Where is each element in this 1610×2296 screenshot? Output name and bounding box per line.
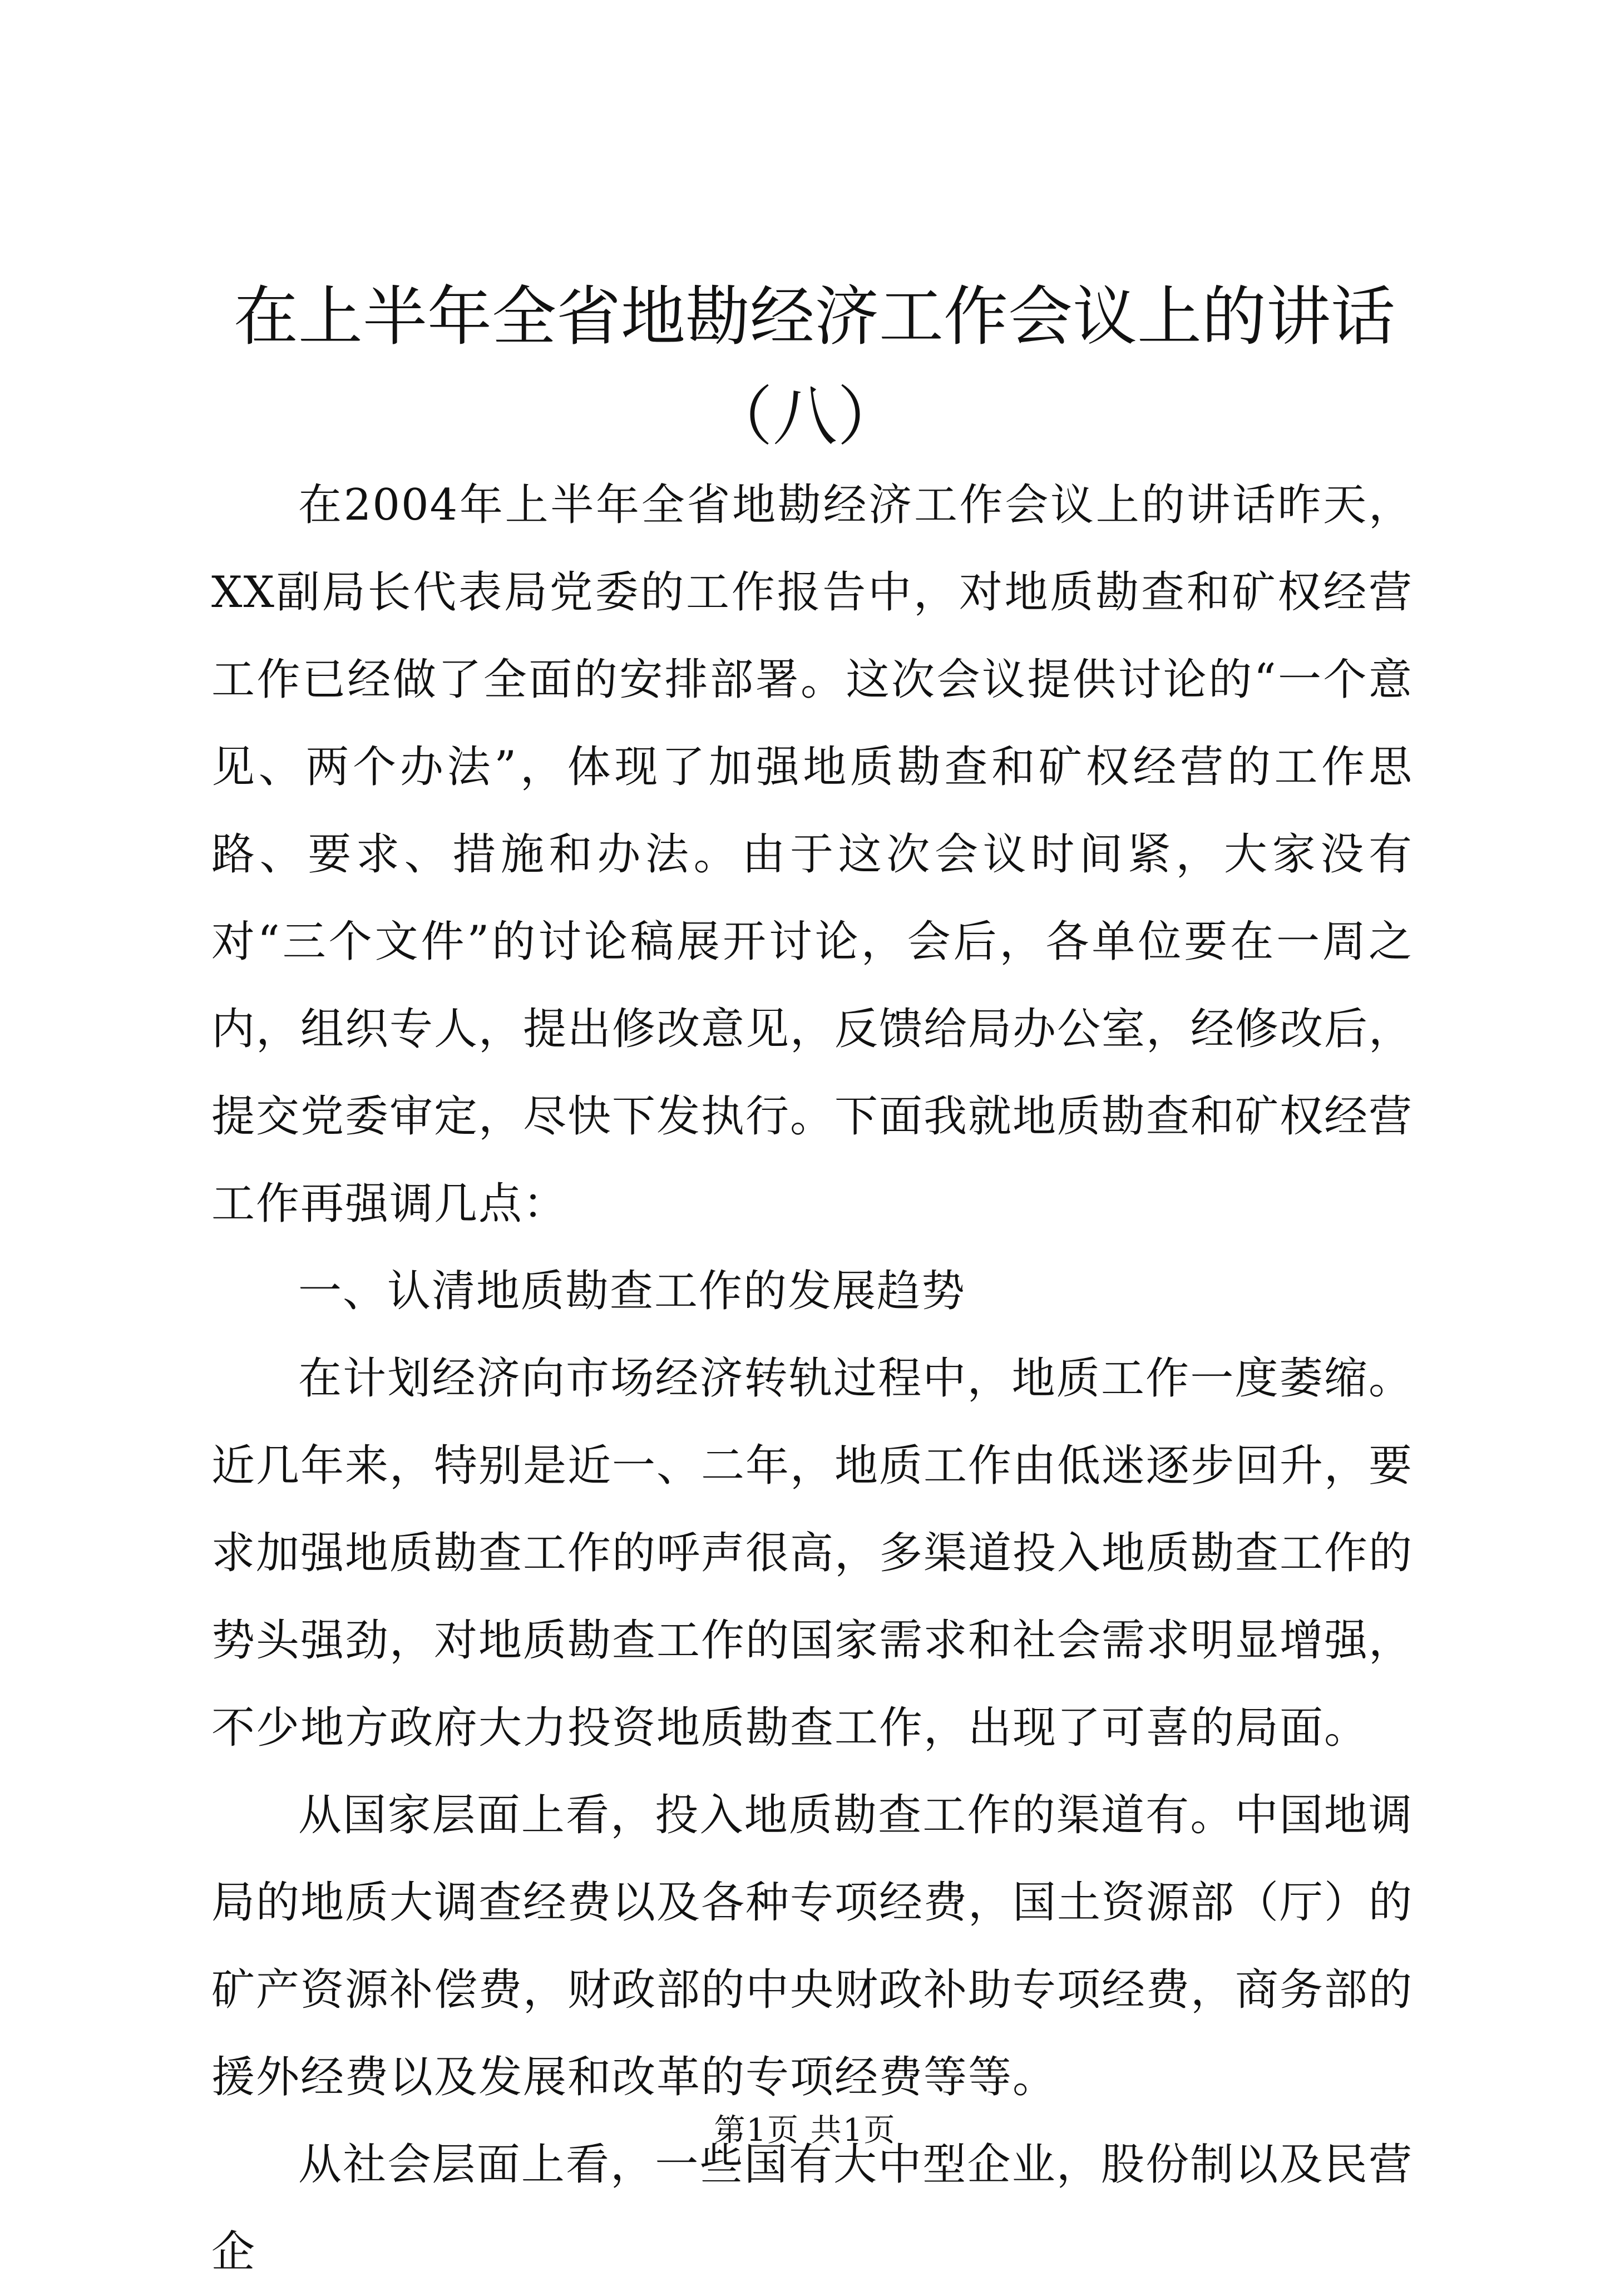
paragraph-intro: 在2004年上半年全省地勘经济工作会议上的讲话昨天，XX副局长代表局党委的工作报告中，对地质勘查和矿权经营工作已经做了全面的安排部署。这次会议提供讨论的“一个意见、两个办法”，体现了加强地质勘查和矿权经营的工作思路、要求、措施和办法。由于这次会议时间紧，大家没有对“三个文件”的讨论稿展开讨论，会后，各单位要在一周之内，组织专人，提出修改意见，反馈给局办公室，经修改后，提交党委审定，尽快下发执行。下面我就地质勘查和矿权经营工作再强调几点：	[211, 480, 1414, 1229]
section-heading-1: 一、认清地质勘查工作的发展趋势	[298, 1266, 966, 1316]
title-line-sub: （八）	[708, 379, 902, 455]
page-footer: 第1页 共1页	[714, 2112, 896, 2149]
paragraph-national-level: 从国家层面上看，投入地质勘查工作的渠道有。中国地调局的地质大调查经费以及各种专项经费，国土资源部（厅）的矿产资源补偿费，财政部的中央财政补助专项经费，商务部的援外经费以及发展和改革的专项经费等等。	[211, 1790, 1414, 2102]
title-line-main: 在上半年全省地勘经济工作会议上的讲话	[234, 279, 1395, 354]
document-title	[234, 267, 1395, 467]
document-body	[211, 462, 1413, 2296]
paragraph-trend: 在计划经济向市场经济转轨过程中，地质工作一度萎缩。近几年来，特别是近一、二年，地质工作由低迷逐步回升，要求加强地质勘查工作的呼声很高，多渠道投入地质勘查工作的势头强劲，对地质勘查工作的国家需求和社会需求明显增强，不少地方政府大力投资地质勘查工作，出现了可喜的局面。	[211, 1354, 1414, 1753]
paragraph-social-level: 从社会层面上看，一些国有大中型企业，股份制以及民营企	[211, 2140, 1413, 2277]
